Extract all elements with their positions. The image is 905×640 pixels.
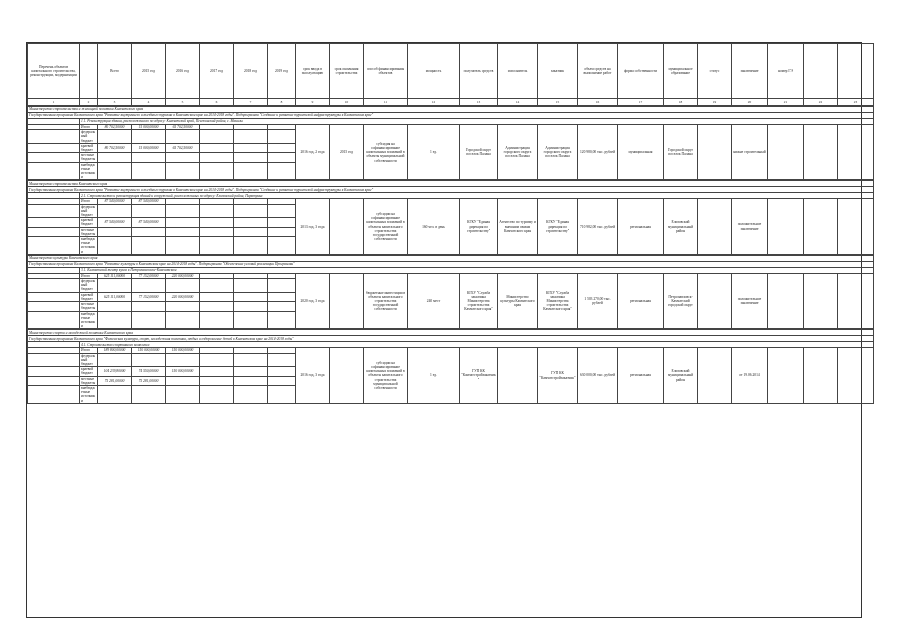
finance-label: федеральный бюджет bbox=[80, 204, 98, 218]
year-2016-value bbox=[166, 162, 200, 180]
year-2017-value bbox=[200, 227, 234, 236]
sections-container bbox=[27, 106, 861, 404]
year-2016-value: 220 000,00000 bbox=[166, 292, 200, 301]
header-cell: способ финансирования объектов bbox=[364, 44, 408, 99]
extra-cell bbox=[804, 348, 838, 403]
total-value bbox=[98, 302, 132, 311]
column-number: 21 bbox=[768, 99, 804, 106]
extra-cell bbox=[838, 199, 874, 254]
total-value: 189 800,00000 bbox=[98, 348, 132, 353]
conclusion: от 19.06.2014 bbox=[732, 348, 768, 403]
object-name: 2.1. Строительство и реконструкция зданий и сооружений, расположенных по адресу: Елизовский район, Паратунка bbox=[80, 193, 874, 199]
finance-label: краевой бюджет bbox=[80, 367, 98, 376]
finance-row bbox=[28, 273, 874, 278]
municipality: Елизовский муниципальный район bbox=[664, 199, 698, 254]
year-2017-value bbox=[200, 162, 234, 180]
finance-label: внебюджетные источники bbox=[80, 385, 98, 403]
extra-cell bbox=[804, 199, 838, 254]
column-number: 7 bbox=[234, 99, 268, 106]
total-value bbox=[98, 227, 132, 236]
year-2017-value bbox=[200, 218, 234, 227]
header-cell: 2015 год bbox=[132, 44, 166, 99]
year-2019-value bbox=[268, 376, 296, 385]
finance-label: краевой бюджет bbox=[80, 143, 98, 152]
header-cell: срок ввода в эксплуатацию bbox=[296, 44, 330, 99]
column-number: 5 bbox=[166, 99, 200, 106]
year-2015-value bbox=[132, 162, 166, 180]
year-2016-value bbox=[166, 279, 200, 293]
municipality: Елизовский муниципальный район bbox=[664, 348, 698, 403]
conclusion: положительное заключение bbox=[732, 199, 768, 254]
year-2019-value bbox=[268, 302, 296, 311]
object-name: 3.1. Камчатский театр кукол в Петропавловске-Камчатском bbox=[80, 267, 874, 273]
commission-date: 2013 год, 3 года bbox=[296, 199, 330, 254]
column-number: 14 bbox=[498, 99, 538, 106]
year-2015-value: 74 550,00000 bbox=[132, 367, 166, 376]
ge-number bbox=[768, 199, 804, 254]
total-value: 625 111,00000 bbox=[98, 292, 132, 301]
total-value bbox=[98, 204, 132, 218]
year-2015-value: 75 281,00000 bbox=[132, 376, 166, 385]
capacity: 160 чел. в день bbox=[408, 199, 460, 254]
extra-cell bbox=[804, 273, 838, 328]
year-2018-value bbox=[234, 376, 268, 385]
finance-method: субсидии на софинансирование капитальных вложений в объекты капитального строительства государственной собственности bbox=[364, 199, 408, 254]
recipient: КГБУ "Служба заказчика Министерства строительства Камчатского края" bbox=[460, 273, 498, 328]
status bbox=[698, 199, 732, 254]
ge-number bbox=[768, 273, 804, 328]
row-spacer bbox=[28, 130, 80, 144]
finance-label: местные бюджеты bbox=[80, 302, 98, 311]
row-spacer bbox=[28, 227, 80, 236]
year-2017-value bbox=[200, 311, 234, 329]
finance-label: Итого bbox=[80, 273, 98, 278]
year-2015-value bbox=[132, 311, 166, 329]
total-value: 80 702,50000 bbox=[98, 125, 132, 130]
section-title: Министерство строительства и жилищной политики Камчатского края bbox=[28, 107, 874, 113]
column-number: 4 bbox=[132, 99, 166, 106]
year-2019-value bbox=[268, 279, 296, 293]
extra-cell bbox=[838, 348, 874, 403]
year-2016-value: 65 702,50000 bbox=[166, 125, 200, 130]
year-2019-value bbox=[268, 385, 296, 403]
header-cell: номер ГЭ bbox=[768, 44, 804, 99]
year-2017-value bbox=[200, 279, 234, 293]
header-cell: исполнитель bbox=[498, 44, 538, 99]
section-subtitle: Государственная программа Камчатского края "Развитие внутреннего и въездного туризма в Камчатском крае на 2014-2018 годы". Подпрограмма "Создание и развитие туристской инфраструктуры в Камчатском крае" bbox=[28, 113, 874, 119]
column-number: 11 bbox=[364, 99, 408, 106]
finance-row bbox=[28, 199, 874, 204]
capacity: 1 ед. bbox=[408, 125, 460, 180]
header-cell: заказчик bbox=[538, 44, 578, 99]
year-2015-value: 15 000,00000 bbox=[132, 125, 166, 130]
header-cell: получатель средств bbox=[460, 44, 498, 99]
finance-label: Итого bbox=[80, 199, 98, 204]
conclusion: нижне строительный bbox=[732, 125, 768, 180]
finance-label: федеральный бюджет bbox=[80, 130, 98, 144]
year-2015-value bbox=[132, 227, 166, 236]
year-2015-value: 15 000,00000 bbox=[132, 143, 166, 152]
year-2016-value bbox=[166, 353, 200, 367]
document-sheet bbox=[26, 42, 862, 618]
customer: КГКУ "Единая дирекция по строительству" bbox=[538, 199, 578, 254]
year-2015-value: 77 152,00000 bbox=[132, 273, 166, 278]
year-2018-value bbox=[234, 385, 268, 403]
finance-label: внебюджетные источники bbox=[80, 237, 98, 255]
section-subtitle: Государственная программа Камчатского края "Развитие внутреннего и въездного туризма в Камчатском крае на 2014-2018 годы". Подпрограмма "Создание и развитие туристской инфраструктуры в Камчатском крае" bbox=[28, 187, 874, 193]
extra-cell bbox=[804, 125, 838, 180]
row-spacer bbox=[28, 237, 80, 255]
finance-label: внебюджетные источники bbox=[80, 162, 98, 180]
section-subtitle: Государственная программа Камчатского края "Физическая культура, спорт, молодежная политика, отдых и оздоровление детей в Камчатском крае на 2014-2018 годы" bbox=[28, 336, 874, 342]
total-value: 625 111,00000 bbox=[98, 273, 132, 278]
year-2016-value bbox=[166, 218, 200, 227]
header-cell: 2016 год bbox=[166, 44, 200, 99]
finance-label: федеральный бюджет bbox=[80, 279, 98, 293]
column-number: 9 bbox=[296, 99, 330, 106]
finance-label: федеральный бюджет bbox=[80, 353, 98, 367]
finance-label: Итого bbox=[80, 348, 98, 353]
year-2019-value bbox=[268, 353, 296, 367]
year-2015-value bbox=[132, 130, 166, 144]
header-cell bbox=[804, 44, 838, 99]
year-2018-value bbox=[234, 302, 268, 311]
ownership-form: региональная bbox=[618, 348, 664, 403]
total-value bbox=[98, 162, 132, 180]
year-2018-value bbox=[234, 227, 268, 236]
year-2018-value bbox=[234, 153, 268, 162]
year-2018-value bbox=[234, 292, 268, 301]
municipality: Городской округ поселок Палана bbox=[664, 125, 698, 180]
finance-label: Итого bbox=[80, 125, 98, 130]
header-cell: 2019 год bbox=[268, 44, 296, 99]
conclusion: положительное заключение bbox=[732, 273, 768, 328]
year-2015-value bbox=[132, 353, 166, 367]
column-number: 10 bbox=[330, 99, 364, 106]
end-date bbox=[330, 199, 364, 254]
header-cell: Всего bbox=[98, 44, 132, 99]
row-spacer bbox=[28, 292, 80, 301]
section-table bbox=[27, 329, 874, 403]
year-2015-value: 77 152,00000 bbox=[132, 292, 166, 301]
row-spacer bbox=[28, 367, 80, 376]
column-number: 1 bbox=[28, 99, 80, 106]
capacity: 1 ед. bbox=[408, 348, 460, 403]
amount: 120 980,00 тыс. рублей bbox=[578, 125, 618, 180]
year-2015-value: 150 000,00000 bbox=[132, 348, 166, 353]
header-cell: мощность bbox=[408, 44, 460, 99]
year-2015-value bbox=[132, 302, 166, 311]
object-name: 1.1. Реконструкция здания, расположенного по адресу: Камчатский край, Пенжинский район, с. Манилы bbox=[80, 119, 874, 125]
column-number-row bbox=[28, 99, 874, 106]
header-cell: статус bbox=[698, 44, 732, 99]
row-spacer bbox=[28, 311, 80, 329]
finance-label: местные бюджеты bbox=[80, 376, 98, 385]
column-number: 17 bbox=[618, 99, 664, 106]
finance-label: местные бюджеты bbox=[80, 153, 98, 162]
year-2019-value bbox=[268, 311, 296, 329]
municipality: Петропавловск-Камчатский городской округ bbox=[664, 273, 698, 328]
year-2019-value bbox=[268, 162, 296, 180]
finance-method: субсидии на софинансирование капитальных вложений в объекты капитального строительства муниципальной собственности bbox=[364, 348, 408, 403]
year-2018-value bbox=[234, 143, 268, 152]
status bbox=[698, 125, 732, 180]
header-cell: срок окончания строительства bbox=[330, 44, 364, 99]
commission-date: 2016 год, 3 года bbox=[296, 348, 330, 403]
row-spacer bbox=[28, 353, 80, 367]
year-2017-value bbox=[200, 353, 234, 367]
total-value: 87 540,00000 bbox=[98, 218, 132, 227]
year-2017-value bbox=[200, 153, 234, 162]
row-spacer bbox=[28, 153, 80, 162]
finance-label: краевой бюджет bbox=[80, 218, 98, 227]
year-2016-value bbox=[166, 227, 200, 236]
year-2018-value bbox=[234, 353, 268, 367]
section-title: Министерство культуры Камчатского края bbox=[28, 255, 874, 261]
customer: ГУП КК "Камчатстройзаказчик" bbox=[538, 348, 578, 403]
total-value bbox=[98, 130, 132, 144]
year-2018-value bbox=[234, 367, 268, 376]
total-value bbox=[98, 311, 132, 329]
object-name: 4.1. Строительство спортивного комплекса bbox=[80, 342, 874, 348]
row-spacer bbox=[28, 204, 80, 218]
row-spacer bbox=[28, 385, 80, 403]
year-2019-value bbox=[268, 204, 296, 218]
year-2018-value bbox=[234, 162, 268, 180]
section-title: Министерство спорта и молодежной политики Камчатского края bbox=[28, 330, 874, 336]
status bbox=[698, 348, 732, 403]
executor: Министерство культуры Камчатского края bbox=[498, 273, 538, 328]
year-2019-value bbox=[268, 237, 296, 255]
finance-method: субсидия на софинансирование капитальных вложений в объекты муниципальной собственности bbox=[364, 125, 408, 180]
ownership-form: региональная bbox=[618, 199, 664, 254]
year-2018-value bbox=[234, 237, 268, 255]
year-2017-value bbox=[200, 237, 234, 255]
year-2016-value bbox=[166, 376, 200, 385]
end-date bbox=[330, 348, 364, 403]
year-2019-value bbox=[268, 153, 296, 162]
row-spacer bbox=[28, 143, 80, 152]
year-2019-value bbox=[268, 227, 296, 236]
year-2016-value bbox=[166, 204, 200, 218]
row-spacer bbox=[28, 302, 80, 311]
customer: Администрация городского округа поселок Палана bbox=[538, 125, 578, 180]
year-2016-value: 220 000,00000 bbox=[166, 273, 200, 278]
year-2016-value bbox=[166, 311, 200, 329]
total-value bbox=[98, 279, 132, 293]
column-number: 15 bbox=[538, 99, 578, 106]
total-value: 87 540,00000 bbox=[98, 199, 132, 204]
row-spacer bbox=[28, 218, 80, 227]
year-2016-value: 150 000,00000 bbox=[166, 348, 200, 353]
row-spacer bbox=[28, 376, 80, 385]
header-cell: 2018 год bbox=[234, 44, 268, 99]
section-table bbox=[27, 106, 874, 180]
year-2016-value bbox=[166, 385, 200, 403]
section-subtitle: Государственная программа Камчатского края "Развитие культуры в Камчатском крае на 2014-2018 годы". Подпрограмма "Обеспечение условий реализации Программы" bbox=[28, 261, 874, 267]
column-number: 20 bbox=[732, 99, 768, 106]
total-value: 104 239,80000 bbox=[98, 367, 132, 376]
header-cell: объем средств на выполнение работ bbox=[578, 44, 618, 99]
year-2015-value bbox=[132, 237, 166, 255]
end-date: 2015 год bbox=[330, 125, 364, 180]
header-cell bbox=[80, 44, 98, 99]
year-2018-value bbox=[234, 311, 268, 329]
finance-row bbox=[28, 348, 874, 353]
total-value bbox=[98, 385, 132, 403]
finance-label: краевой бюджет bbox=[80, 292, 98, 301]
finance-label: внебюджетные источники bbox=[80, 311, 98, 329]
ownership-form: муниципальная bbox=[618, 125, 664, 180]
header-cell: муниципальное образование bbox=[664, 44, 698, 99]
section-table bbox=[27, 180, 874, 254]
recipient: Городской округ поселок Палана bbox=[460, 125, 498, 180]
total-value: 75 281,00000 bbox=[98, 376, 132, 385]
column-number: 22 bbox=[804, 99, 838, 106]
year-2017-value bbox=[200, 302, 234, 311]
main-table bbox=[27, 43, 874, 106]
section-table bbox=[27, 255, 874, 329]
finance-row bbox=[28, 125, 874, 130]
year-2019-value bbox=[268, 367, 296, 376]
year-2016-value bbox=[166, 153, 200, 162]
ge-number bbox=[768, 125, 804, 180]
column-number: 19 bbox=[698, 99, 732, 106]
year-2018-value bbox=[234, 279, 268, 293]
total-value bbox=[98, 237, 132, 255]
year-2017-value bbox=[200, 130, 234, 144]
year-2015-value: 87 540,00000 bbox=[132, 199, 166, 204]
column-number: 6 bbox=[200, 99, 234, 106]
customer: КГБУ "Служба заказчика Министерства строительства Камчатского края" bbox=[538, 273, 578, 328]
year-2016-value: 150 000,00000 bbox=[166, 367, 200, 376]
header-cell: форма собственности bbox=[618, 44, 664, 99]
status bbox=[698, 273, 732, 328]
column-number: 3 bbox=[98, 99, 132, 106]
amount: 710 982,00 тыс. рублей bbox=[578, 199, 618, 254]
commission-date: 2016 год, 2 года bbox=[296, 125, 330, 180]
year-2019-value bbox=[268, 130, 296, 144]
column-number: 18 bbox=[664, 99, 698, 106]
section-title: Министерство строительства Камчатского края bbox=[28, 181, 874, 187]
year-2017-value bbox=[200, 385, 234, 403]
year-2015-value bbox=[132, 204, 166, 218]
column-number: 8 bbox=[268, 99, 296, 106]
column-number: 16 bbox=[578, 99, 618, 106]
total-value: 80 702,50000 bbox=[98, 143, 132, 152]
capacity: 240 мест bbox=[408, 273, 460, 328]
year-2016-value bbox=[166, 130, 200, 144]
year-2017-value bbox=[200, 367, 234, 376]
extra-cell bbox=[838, 125, 874, 180]
year-2015-value: 87 540,00000 bbox=[132, 218, 166, 227]
year-2017-value bbox=[200, 204, 234, 218]
header-cell: 2017 год bbox=[200, 44, 234, 99]
year-2019-value bbox=[268, 218, 296, 227]
year-2019-value bbox=[268, 143, 296, 152]
executor: Агентство по туризму и внешним связям Камчатского края bbox=[498, 199, 538, 254]
year-2017-value bbox=[200, 292, 234, 301]
amount: 630 000,00 тыс. рублей bbox=[578, 348, 618, 403]
year-2016-value: 65 702,50000 bbox=[166, 143, 200, 152]
column-number: 2 bbox=[80, 99, 98, 106]
header-cell: заключение bbox=[732, 44, 768, 99]
total-value bbox=[98, 153, 132, 162]
year-2019-value bbox=[268, 292, 296, 301]
year-2016-value bbox=[166, 237, 200, 255]
end-date bbox=[330, 273, 364, 328]
extra-cell bbox=[838, 273, 874, 328]
header-cell: Перечень объектов капитального строительства, реконструкции, модернизации bbox=[28, 44, 80, 99]
year-2018-value bbox=[234, 204, 268, 218]
column-number: 23 bbox=[838, 99, 874, 106]
finance-label: местные бюджеты bbox=[80, 227, 98, 236]
finance-method: бюджетные инвестиции в объекты капитального строительства государственной собственности bbox=[364, 273, 408, 328]
recipient: КГКУ "Единая дирекция по строительству" bbox=[460, 199, 498, 254]
year-2017-value bbox=[200, 376, 234, 385]
executor: Администрация городского округа поселок Палана bbox=[498, 125, 538, 180]
column-number: 13 bbox=[460, 99, 498, 106]
commission-date: 2020 год, 3 года bbox=[296, 273, 330, 328]
year-2017-value bbox=[200, 143, 234, 152]
year-2015-value bbox=[132, 385, 166, 403]
column-number: 12 bbox=[408, 99, 460, 106]
year-2016-value bbox=[166, 302, 200, 311]
year-2015-value bbox=[132, 153, 166, 162]
row-spacer bbox=[28, 279, 80, 293]
year-2015-value bbox=[132, 279, 166, 293]
ge-number bbox=[768, 348, 804, 403]
ownership-form: региональная bbox=[618, 273, 664, 328]
executor bbox=[498, 348, 538, 403]
recipient: ГУП КК "Камчатстройзаказчик" bbox=[460, 348, 498, 403]
year-2018-value bbox=[234, 218, 268, 227]
year-2018-value bbox=[234, 130, 268, 144]
amount: 1 503 270,00 тыс. рублей bbox=[578, 273, 618, 328]
total-value bbox=[98, 353, 132, 367]
row-spacer bbox=[28, 162, 80, 180]
header-cell bbox=[838, 44, 874, 99]
